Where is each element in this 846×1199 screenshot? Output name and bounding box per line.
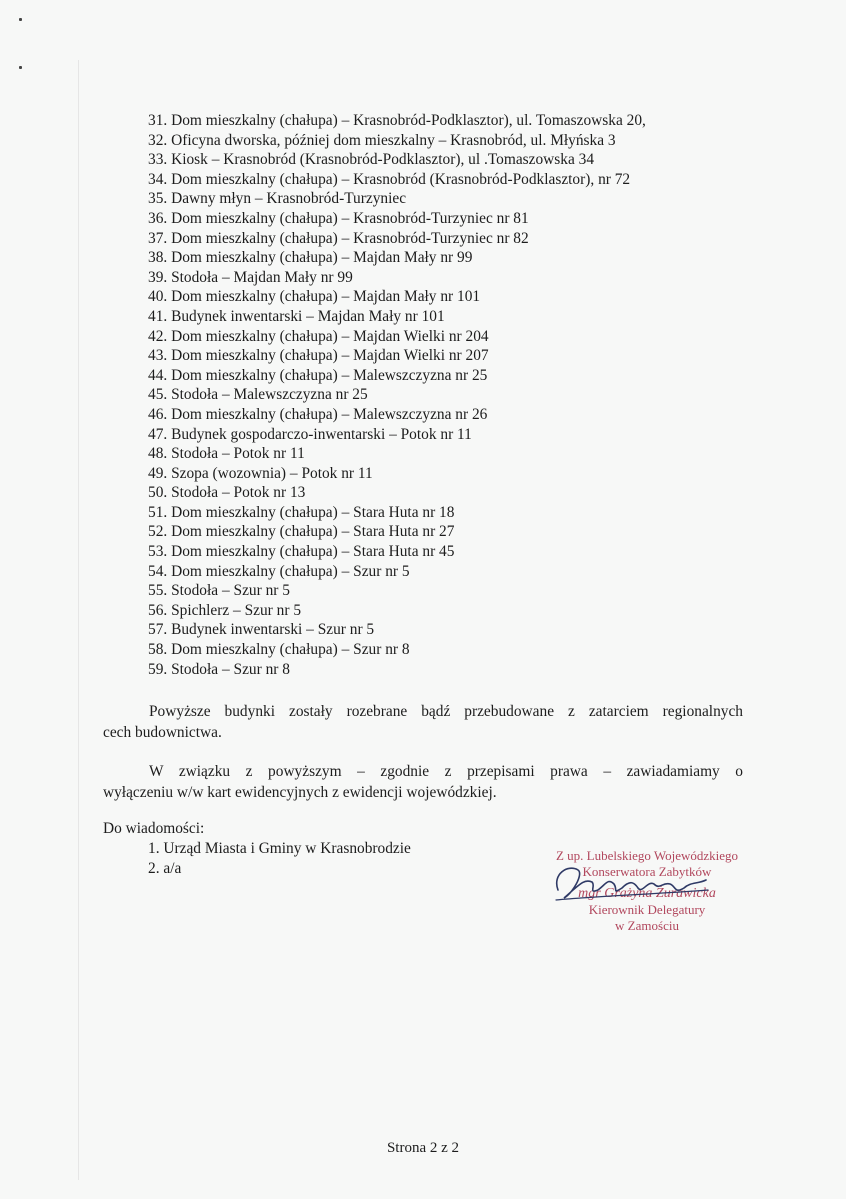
- stamp-line: Z up. Lubelskiego Wojewódzkiego: [555, 848, 739, 863]
- list-item: 44. Dom mieszkalny (chałupa) – Malewszczyzna nr 25: [148, 366, 488, 384]
- list-item: 54. Dom mieszkalny (chałupa) – Szur nr 5: [148, 562, 410, 580]
- list-item: 51. Dom mieszkalny (chałupa) – Stara Huta nr 18: [148, 503, 455, 521]
- list-item: 39. Stodoła – Majdan Mały nr 99: [148, 268, 353, 286]
- recipients-label: Do wiadomości:: [103, 820, 205, 837]
- list-item: 37. Dom mieszkalny (chałupa) – Krasnobród-Turzyniec nr 82: [148, 229, 529, 247]
- list-item: 31. Dom mieszkalny (chałupa) – Krasnobród-Podklasztor), ul. Tomaszowska 20,: [148, 112, 646, 129]
- handwritten-signature: [548, 860, 718, 905]
- list-item: 34. Dom mieszkalny (chałupa) – Krasnobród (Krasnobród-Podklasztor), nr 72: [148, 170, 631, 188]
- paragraph-line: W związku z powyższym – zgodnie z przepisami prawa – zawiadamiamy o: [149, 763, 743, 780]
- list-item: 41. Budynek inwentarski – Majdan Mały nr 101: [148, 307, 445, 325]
- list-item: 42. Dom mieszkalny (chałupa) – Majdan Wielki nr 204: [148, 327, 489, 345]
- paragraph-line: cech budownictwa.: [103, 724, 222, 741]
- recipient-item: 2. a/a: [148, 860, 182, 877]
- list-item: 35. Dawny młyn – Krasnobród-Turzyniec: [148, 190, 407, 208]
- scan-artifact-line: [78, 60, 79, 1180]
- scan-dot: [19, 18, 22, 21]
- list-item: 53. Dom mieszkalny (chałupa) – Stara Huta nr 45: [148, 543, 455, 561]
- list-item: 57. Budynek inwentarski – Szur nr 5: [148, 621, 375, 639]
- stamp-line: Kierownik Delegatury: [588, 902, 706, 917]
- paragraph-line: wyłączeniu w/w kart ewidencyjnych z ewidencji wojewódzkiej.: [103, 784, 497, 801]
- list-item: 33. Kiosk – Krasnobród (Krasnobród-Podklasztor), ul .Tomaszowska 34: [148, 151, 595, 169]
- recipient-item: 1. Urząd Miasta i Gminy w Krasnobrodzie: [148, 840, 411, 857]
- list-item: 45. Stodoła – Malewszczyzna nr 25: [148, 386, 368, 404]
- scan-dot: [19, 66, 22, 69]
- list-item: 36. Dom mieszkalny (chałupa) – Krasnobród-Turzyniec nr 81: [148, 209, 529, 227]
- stamp-line: Konserwatora Zabytków: [582, 864, 712, 879]
- list-item: 46. Dom mieszkalny (chałupa) – Malewszczyzna nr 26: [148, 405, 488, 423]
- list-item: 58. Dom mieszkalny (chałupa) – Szur nr 8: [148, 641, 410, 659]
- building-list: [148, 111, 748, 679]
- list-item: 52. Dom mieszkalny (chałupa) – Stara Huta nr 27: [148, 523, 455, 541]
- list-item: 49. Szopa (wozownia) – Potok nr 11: [148, 464, 373, 482]
- paragraph-line: Powyższe budynki zostały rozebrane bądź przebudowane z zatarciem regionalnych: [149, 703, 743, 720]
- list-item: 40. Dom mieszkalny (chałupa) – Majdan Mały nr 101: [148, 288, 481, 306]
- recipients-list: [148, 839, 411, 879]
- list-item: 59. Stodoła – Szur nr 8: [148, 660, 290, 678]
- list-item: 38. Dom mieszkalny (chałupa) – Majdan Mały nr 99: [148, 249, 473, 267]
- list-item: 32. Oficyna dworska, później dom mieszkalny – Krasnobród, ul. Młyńska 3: [148, 131, 616, 149]
- list-item: 50. Stodoła – Potok nr 13: [148, 484, 306, 502]
- list-item: 56. Spichlerz – Szur nr 5: [148, 601, 302, 619]
- paragraph-demolished: [103, 701, 743, 743]
- paragraph-notice: [103, 761, 743, 803]
- stamp-line: w Zamościu: [615, 918, 679, 933]
- page-number: Strona 2 z 2: [386, 1140, 460, 1156]
- list-item: 43. Dom mieszkalny (chałupa) – Majdan Wielki nr 207: [148, 347, 489, 365]
- stamp-name: mgr Grażyna Żurawicka: [578, 886, 716, 901]
- list-item: 55. Stodoła – Szur nr 5: [148, 582, 290, 600]
- list-item: 48. Stodoła – Potok nr 11: [148, 445, 305, 463]
- list-item: 47. Budynek gospodarczo-inwentarski – Potok nr 11: [148, 425, 472, 443]
